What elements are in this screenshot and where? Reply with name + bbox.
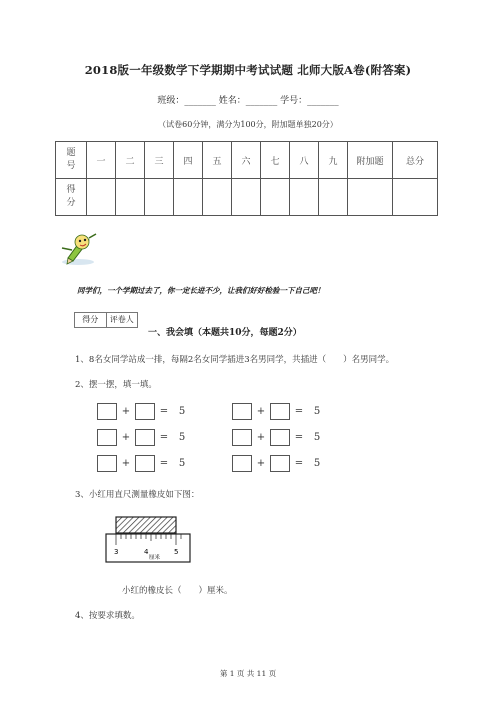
answer-box[interactable] — [270, 403, 290, 420]
row-label-fen: 分 — [66, 198, 76, 208]
ruler-tick-label: 4 — [144, 548, 149, 556]
grader-name-label: 评卷人 — [109, 315, 134, 324]
pencil-mascot-icon — [58, 228, 98, 266]
answer-box[interactable] — [135, 455, 155, 472]
header-cell: 九 — [319, 142, 348, 179]
plus-sign: + — [256, 406, 266, 417]
equation-row — [232, 429, 326, 446]
equation-result: 5 — [313, 406, 321, 417]
header-cell: 一 — [87, 142, 116, 179]
ruler-unit-label: 厘米 — [149, 555, 161, 561]
equals-sign: = — [294, 406, 304, 417]
equals-sign: = — [294, 458, 304, 469]
equation-row — [97, 403, 191, 420]
grader-box — [74, 312, 138, 328]
score-cell[interactable] — [145, 179, 174, 216]
answer-box[interactable] — [232, 429, 252, 446]
score-cell[interactable] — [393, 179, 438, 216]
header-cell: 五 — [203, 142, 232, 179]
equation-row — [232, 403, 326, 420]
plus-sign: + — [256, 458, 266, 469]
eraser-shape — [116, 517, 176, 533]
header-cell: 附加题 — [348, 142, 393, 179]
score-table-score-row — [56, 179, 438, 216]
score-cell[interactable] — [290, 179, 319, 216]
equals-sign: = — [159, 432, 169, 443]
score-cell[interactable] — [87, 179, 116, 216]
answer-box[interactable] — [97, 455, 117, 472]
score-cell[interactable] — [116, 179, 145, 216]
answer-box[interactable] — [270, 455, 290, 472]
header-cell: 七 — [261, 142, 290, 179]
equals-sign: = — [159, 406, 169, 417]
question-3-answer: 小红的橡皮长（ ）厘米。 — [122, 586, 233, 596]
score-table-header-row — [56, 142, 438, 179]
score-cell[interactable] — [174, 179, 203, 216]
score-cell[interactable] — [232, 179, 261, 216]
section-1-title: 一、我会填（本题共10分，每题2分） — [148, 328, 302, 338]
answer-box[interactable] — [97, 429, 117, 446]
equals-sign: = — [294, 432, 304, 443]
header-cell: 四 — [174, 142, 203, 179]
equation-result: 5 — [178, 458, 186, 469]
row-label-hao: 号 — [66, 161, 76, 171]
answer-box[interactable] — [270, 429, 290, 446]
question-4: 4、按要求填数。 — [75, 611, 140, 621]
equation-row — [97, 429, 191, 446]
equation-result: 5 — [313, 458, 321, 469]
exam-note: （试卷60分钟，满分为100分，附加题单独20分） — [158, 120, 338, 129]
score-cell[interactable] — [348, 179, 393, 216]
equation-row — [232, 455, 326, 472]
row-label-de: 得 — [66, 185, 76, 195]
score-table — [55, 141, 438, 216]
question-3: 3、小红用直尺测量橡皮如下图： — [75, 490, 200, 500]
grader-score-label: 得分 — [75, 313, 107, 327]
answer-box[interactable] — [232, 455, 252, 472]
header-cell: 六 — [232, 142, 261, 179]
header-cell: 三 — [145, 142, 174, 179]
row-label-ti: 题 — [66, 148, 76, 158]
question-1: 1、8名女同学站成一排，每隔2名女同学插进3名男同学，共插进（ ）名男同学。 — [75, 355, 395, 365]
equation-result: 5 — [178, 406, 186, 417]
answer-box[interactable] — [135, 403, 155, 420]
plus-sign: + — [256, 432, 266, 443]
equation-result: 5 — [313, 432, 321, 443]
header-cell: 二 — [116, 142, 145, 179]
equals-sign: = — [159, 458, 169, 469]
ruler-tick-label: 3 — [114, 548, 119, 556]
score-cell[interactable] — [261, 179, 290, 216]
equation-row — [97, 455, 191, 472]
score-cell[interactable] — [203, 179, 232, 216]
student-info-line: 班级：_______ 姓名：_______ 学号：_______ — [157, 96, 339, 106]
page-title: 2018版一年级数学下学期期中考试试题 北师大版A卷(附答案) — [84, 63, 412, 77]
score-row-label — [56, 179, 87, 216]
answer-box[interactable] — [97, 403, 117, 420]
encouragement-text: 同学们，一个学期过去了，你一定长进不少，让我们好好检验一下自己吧！ — [77, 286, 325, 295]
ruler-tick-label: 5 — [174, 548, 179, 556]
question-2: 2、摆一摆，填一填。 — [75, 380, 157, 390]
plus-sign: + — [121, 432, 131, 443]
plus-sign: + — [121, 458, 131, 469]
header-cell: 八 — [290, 142, 319, 179]
header-cell: 总分 — [393, 142, 438, 179]
ruler-eraser-figure — [103, 513, 192, 565]
plus-sign: + — [121, 406, 131, 417]
score-table-row-label — [56, 142, 87, 179]
score-cell[interactable] — [319, 179, 348, 216]
page-footer: 第 1 页 共 11 页 — [219, 669, 277, 678]
answer-box[interactable] — [135, 429, 155, 446]
answer-box[interactable] — [232, 403, 252, 420]
equation-result: 5 — [178, 432, 186, 443]
